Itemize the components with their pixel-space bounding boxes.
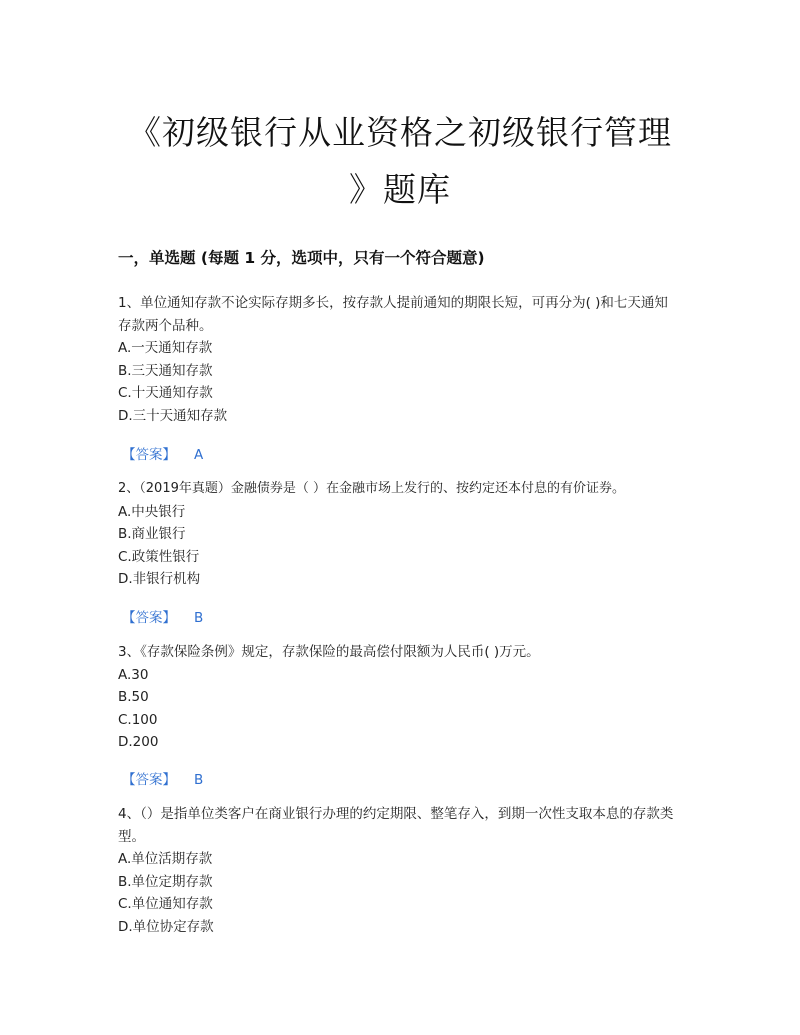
answer-label: 【答案】 xyxy=(122,610,176,626)
option-b: B.商业银行 xyxy=(118,526,186,542)
question-2 xyxy=(118,478,688,591)
option-c: C.100 xyxy=(118,711,158,728)
option-b: B.单位定期存款 xyxy=(118,873,213,890)
answer-value: A xyxy=(194,447,204,463)
question-stem: 2、（2019年真题）金融债券是（ ）在金融市场上发行的、按约定还本付息的有价证券。 xyxy=(118,481,625,496)
option-b: B.三天通知存款 xyxy=(118,362,213,379)
option-c: C.单位通知存款 xyxy=(118,896,213,912)
question-3 xyxy=(118,641,678,754)
document-title xyxy=(100,104,700,218)
option-c: C.十天通知存款 xyxy=(118,385,213,401)
title-line-2: 》题库 xyxy=(349,170,451,209)
option-c: C.政策性银行 xyxy=(118,548,200,565)
answer-label: 【答案】 xyxy=(122,447,176,463)
title-line-1: 《初级银行从业资格之初级银行管理 xyxy=(128,113,672,152)
option-d: D.非银行机构 xyxy=(118,571,201,587)
option-d: D.单位协定存款 xyxy=(118,918,214,935)
option-a: A.30 xyxy=(118,666,149,683)
section-heading: 一，单选题 (每题 1 分，选项中，只有一个符合题意) xyxy=(118,249,485,267)
option-b: B.50 xyxy=(118,689,149,705)
question-1 xyxy=(118,292,678,427)
option-a: A.一天通知存款 xyxy=(118,340,213,356)
option-d: D.200 xyxy=(118,734,159,750)
answer-1 xyxy=(122,443,203,463)
answer-3 xyxy=(122,768,203,788)
question-stem: 3、《存款保险条例》规定，存款保险的最高偿付限额为人民币( )万元。 xyxy=(118,644,540,660)
answer-label: 【答案】 xyxy=(122,772,176,788)
option-d: D.三十天通知存款 xyxy=(118,407,228,424)
option-a: A.单位活期存款 xyxy=(118,851,213,867)
question-4 xyxy=(118,803,678,938)
option-a: A.中央银行 xyxy=(118,503,186,520)
question-stem: 4、（）是指单位类客户在商业银行办理的约定期限、整笔存入，到期一次性支取本息的存款类型。 xyxy=(118,806,674,845)
answer-value: B xyxy=(194,610,204,626)
answer-value: B xyxy=(194,772,204,788)
question-stem: 1、单位通知存款不论实际存期多长，按存款人提前通知的期限长短，可再分为( )和七天通知存款两个品种。 xyxy=(118,295,668,334)
answer-2 xyxy=(122,606,203,626)
